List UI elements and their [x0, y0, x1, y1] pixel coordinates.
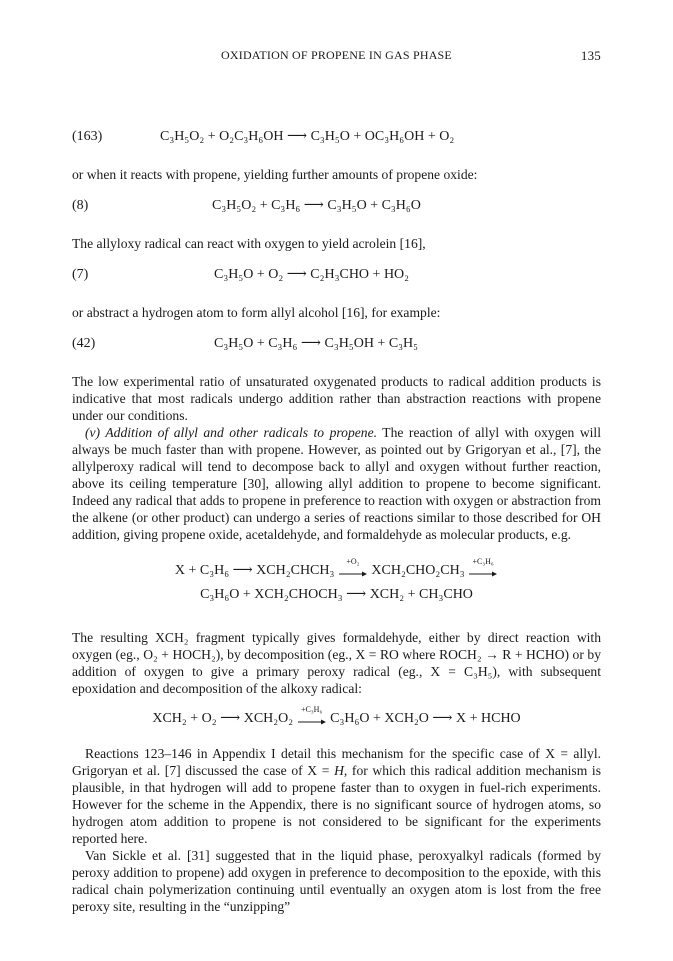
scheme-line-2: C₃H₆O + XCH₂CHOCH₃ ⟶ XCH₂ + CH₃CHO	[200, 587, 473, 602]
reaction-scheme-1	[72, 556, 601, 609]
equation-text: C₃H₅O + O₂ ⟶ C₂H₃CHO + HO₂	[214, 267, 410, 282]
equation-163	[72, 128, 601, 148]
scheme-text: X + C₃H₆ ⟶ XCH₂CHCH₃	[174, 563, 335, 578]
scheme-text: C₃H₆O + XCH₂O ⟶ X + HCHO	[330, 711, 521, 726]
running-header	[0, 48, 673, 66]
equation-text: C₃H₅O₂ + O₂C₃H₆OH ⟶ C₃H₅O + OC₃H₆OH + O₂	[160, 129, 455, 144]
arrow-label: +O₂	[346, 556, 360, 566]
arrow-label: +C₃H₆	[472, 556, 494, 566]
equation-number: (163)	[72, 129, 103, 144]
body-text	[72, 114, 601, 915]
paragraph: The allyloxy radical can react with oxygen to yield acrolein [16],	[72, 236, 426, 251]
paragraph-text: , for which this radical addition mechanism is plausible, in that hydrogen will add to propene faster than to oxygen in fuel-rich experiments. However for the scheme in the Appendix, there is no significant source of hydrogen atoms, so hydrogen atom addition to propene is not considered to be significant for the experiments reported here.	[72, 763, 601, 846]
paragraph-body: The reaction of allyl with oxygen will always be much faster than with propene. However, as pointed out by Grigoryan et al., [7], the allylperoxy radical will tend to decompose back to allyl and oxygen without further reaction, above its ceiling temperature [30], allowing allyl addition to propene to become significant. Indeed any radical that adds to propene in preference to reaction with oxygen or abstraction from the alkene (or other product) can undergo a series of reactions similar to those described for OH addition, giving propene oxide, acetaldehyde, and formaldehyde as molecular products, e.g.	[72, 425, 601, 542]
paragraph-text: Reactions 123–146 in Appendix I detail this mechanism for the specific case of X = allyl. Grigoryan et al. [7] discussed the case of X =	[72, 746, 601, 778]
arrow-label: +C₃H₆	[301, 704, 323, 714]
equation-8	[72, 197, 601, 217]
labeled-arrow	[338, 556, 368, 576]
paragraph: Van Sickle et al. [31] suggested that in the liquid phase, peroxyalkyl radicals (formed by peroxy addition to propene) add oxygen in preference to decomposition to the epoxide, with this radical chain polymerization continuing until eventually an oxygen atom is lost from the free peroxy site, resulting in the “unzipping”	[72, 848, 601, 914]
arrow-icon	[468, 569, 498, 579]
equation-42	[72, 335, 601, 355]
running-title: OXIDATION OF PROPENE IN GAS PHASE	[221, 48, 452, 62]
italic-symbol: H	[334, 763, 344, 778]
equation-7	[72, 266, 601, 286]
arrow-icon	[297, 717, 327, 727]
equation-number: (7)	[72, 267, 89, 282]
equation-number: (42)	[72, 336, 96, 351]
labeled-arrow	[468, 556, 498, 576]
scheme-text: XCH₂ + O₂ ⟶ XCH₂O₂	[152, 711, 294, 726]
paragraph: or when it reacts with propene, yielding further amounts of propene oxide:	[72, 167, 478, 182]
equation-text: C₃H₅O₂ + C₃H₆ ⟶ C₃H₅O + C₃H₆O	[212, 198, 421, 213]
equation-number: (8)	[72, 198, 89, 213]
paragraph: or abstract a hydrogen atom to form allyl alcohol [16], for example:	[72, 305, 441, 320]
paragraph: The low experimental ratio of unsaturated oxygenated products to radical addition products is indicative that most radicals undergo addition rather than abstraction reactions with propene under our conditions.	[72, 374, 601, 423]
scheme-text: XCH₂CHO₂CH₃	[371, 563, 465, 578]
labeled-arrow	[297, 704, 327, 724]
section-heading: (v) Addition of allyl and other radicals to propene.	[85, 425, 378, 440]
paragraph: The resulting XCH₂ fragment typically gives formaldehyde, either by direct reaction with oxygen (eg., O₂ + HOCH₂), by decomposition (eg., X = RO where ROCH₂ → R + HCHO) or by addition of oxygen to give a primary peroxy radical (eg., X = C₃H₅), with subsequent epoxidation and decomposition of the alkoxy radical:	[72, 630, 601, 696]
paragraph	[72, 424, 601, 543]
arrow-icon	[338, 569, 368, 579]
equation-text: C₃H₅O + C₃H₆ ⟶ C₃H₅OH + C₃H₅	[214, 336, 419, 351]
paragraph	[72, 745, 601, 847]
page-number: 135	[580, 48, 601, 63]
scheme-line-1	[72, 556, 601, 585]
reaction-scheme-2	[72, 704, 601, 729]
